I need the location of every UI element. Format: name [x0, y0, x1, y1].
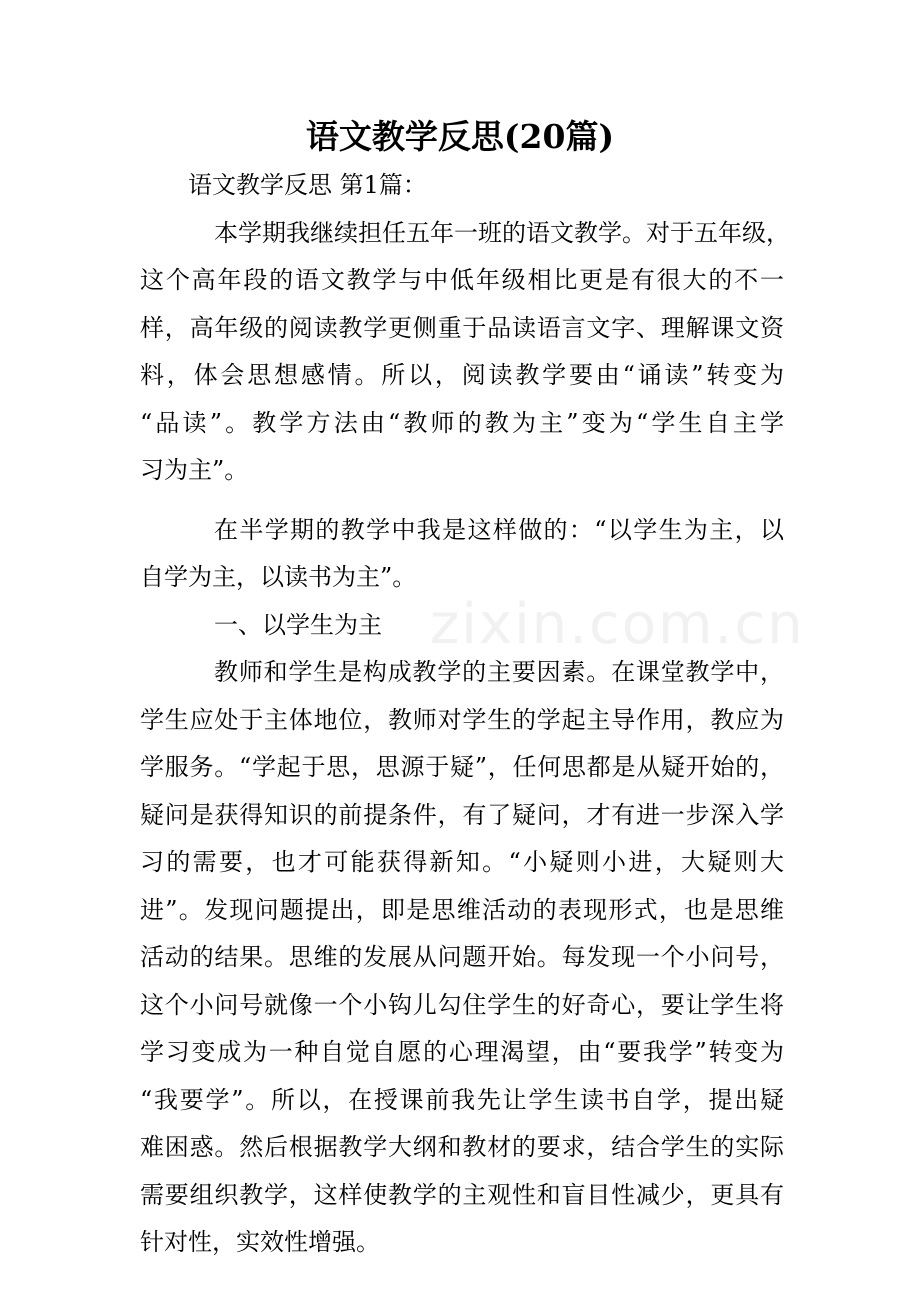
paragraph [140, 210, 790, 495]
text-line: 样，高年级的阅读教学更侧重于品读语言文字、理解课文资 [140, 313, 784, 342]
text-line: 学生应处于主体地位，教师对学生的学起主导作用，教应为 [140, 705, 784, 734]
document-body [140, 162, 790, 1267]
text-line: 学习变成为一种自觉自愿的心理渴望，由“要我学”转变为 [140, 1038, 784, 1066]
text-line: 这个小问号就像一个小钩儿勾住学生的好奇心，要让学生将 [140, 990, 784, 1019]
text-line: 进”。发现问题提出，即是思维活动的表现形式，也是思维 [140, 895, 784, 924]
text-line: 在半学期的教学中我是这样做的：“以学生为主，以 [214, 515, 784, 544]
text-line: 习为主”。 [140, 456, 249, 484]
text-line: 自学为主，以读书为主”。 [140, 563, 417, 591]
text-line: 活动的结果。思维的发展从问题开始。每发现一个小问号， [140, 943, 784, 971]
text-line: 习的需要，也才可能获得新知。“小疑则小进，大疑则大 [140, 848, 784, 876]
section-heading: 语文教学反思 第1篇： [188, 171, 427, 199]
paragraph [140, 507, 784, 602]
text-line: 一、以学生为主 [214, 610, 382, 639]
text-line: 疑问是获得知识的前提条件，有了疑问，才有进一步深入学 [140, 800, 784, 829]
text-line: “我要学”。所以，在授课前我先让学生读书自学，提出疑 [140, 1085, 784, 1114]
paragraph [140, 649, 784, 1267]
watermark: zixin.com.cn [430, 592, 805, 657]
text-line: 针对性，实效性增强。 [140, 1228, 380, 1256]
text-line: 需要组织教学，这样使教学的主观性和盲目性减少，更具有 [140, 1180, 784, 1209]
text-line: 本学期我继续担任五年一班的语文教学。对于五年级， [214, 218, 790, 247]
document-title: 语文教学反思(20篇) [305, 117, 615, 156]
text-line: 料，体会思想感情。所以，阅读教学要由“诵读”转变为 [140, 361, 784, 389]
text-line: 教师和学生是构成教学的主要因素。在课堂教学中， [214, 658, 784, 686]
text-line: 学服务。“学起于思，思源于疑”，任何思都是从疑开始的， [140, 753, 784, 781]
text-line: “品读”。教学方法由“教师的教为主”变为“学生自主学 [140, 408, 784, 437]
section-subheading [140, 602, 784, 650]
text-line: 难困惑。然后根据教学大纲和教材的要求，结合学生的实际 [140, 1133, 784, 1161]
text-line: 这个高年段的语文教学与中低年级相比更是有很大的不一 [140, 266, 784, 294]
